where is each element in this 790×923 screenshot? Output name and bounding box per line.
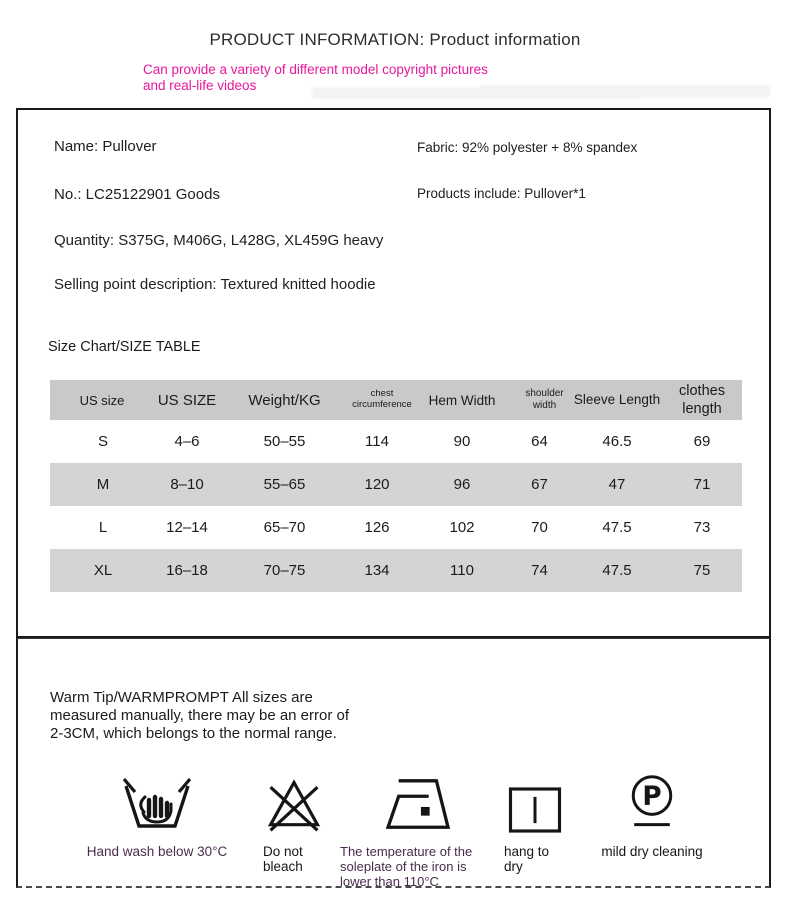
size-row-s (50, 420, 742, 463)
size-chart-heading: Size Chart/SIZE TABLE (48, 339, 201, 355)
warm-tip-line-2: measured manually, there may be an error of (50, 707, 350, 724)
size-row-m (50, 463, 742, 506)
product-number: No.: LC25122901 Goods (54, 186, 220, 203)
size-row-xl (50, 549, 742, 592)
product-quantity: Quantity: S375G, M406G, L428G, XL459G heavy (54, 232, 384, 249)
cell-value: 96 (453, 476, 471, 493)
do-not-bleach-icon (264, 761, 324, 835)
warm-tip-text (50, 689, 349, 743)
hang-to-dry-icon (507, 761, 563, 835)
cell-value: 90 (453, 433, 471, 450)
size-table (50, 380, 742, 592)
care-item-iron-low (339, 761, 499, 889)
col-header-clothes-length: clothes length (679, 382, 725, 417)
iron-low-temp-icon (384, 761, 454, 835)
col-header-chest: chest circumference (352, 388, 412, 410)
col-header-weight: Weight/KG (248, 391, 321, 409)
cell-value: 65–70 (263, 519, 306, 536)
promo-line-1: Can provide a variety of different model copyright pictures (143, 62, 488, 77)
promo-line-2: and real-life videos (143, 78, 257, 93)
warm-tip-line-1: Warm Tip/WARMPROMPT All sizes are (50, 689, 313, 706)
col-header-hem-width: Hem Width (428, 392, 496, 408)
page-title: PRODUCT INFORMATION: Product information (209, 30, 581, 49)
col-header-shoulder-width: shoulder width (525, 388, 564, 411)
cell-value: 47.5 (602, 519, 632, 536)
product-name: Name: Pullover (54, 138, 157, 155)
care-item-do-not-bleach (249, 761, 339, 874)
size-row-l (50, 506, 742, 549)
cell-value: 75 (693, 562, 711, 579)
cell-value: 114 (365, 433, 389, 450)
faint-ghost-text (480, 85, 770, 98)
cell-size: XL (93, 562, 113, 579)
care-label: mild dry cleaning (601, 844, 703, 859)
col-header-us-size: US size (79, 392, 125, 408)
care-item-dry-clean (582, 761, 722, 859)
product-fabric: Fabric: 92% polyester + 8% spandex (417, 140, 638, 155)
cell-value: 4–6 (174, 433, 200, 450)
cell-value: 64 (531, 433, 548, 450)
product-details-panel (16, 108, 771, 638)
cell-value: 46.5 (602, 433, 632, 450)
cell-value: 12–14 (166, 519, 208, 536)
cell-value: 71 (693, 476, 711, 493)
cell-value: 70–75 (263, 562, 306, 579)
care-label: The temperature of the soleplate of the iron is lower than 110°C (340, 844, 473, 889)
care-label: Hand wash below 30°C (86, 844, 228, 859)
care-instructions-panel (16, 638, 771, 888)
size-table-header-row (50, 380, 742, 420)
cell-value: 134 (364, 562, 390, 579)
cell-size: S (97, 433, 108, 450)
product-selling-point: Selling point description: Textured knitted hoodie (54, 276, 376, 293)
col-header-sleeve-length: Sleeve Length (573, 391, 661, 407)
cell-size: L (98, 519, 108, 536)
cell-size: M (96, 476, 110, 493)
cell-value: 102 (449, 519, 475, 536)
care-item-hand-wash (62, 761, 252, 859)
svg-text:P: P (642, 781, 662, 812)
cell-value: 47.5 (602, 562, 632, 579)
col-header-us-size-caps: US SIZE (157, 391, 217, 409)
cell-value: 110 (450, 562, 474, 579)
care-label: Do not bleach (263, 844, 303, 874)
cell-value: 67 (531, 476, 548, 493)
cell-value: 120 (364, 476, 390, 493)
product-includes: Products include: Pullover*1 (417, 186, 586, 201)
cell-value: 126 (364, 519, 390, 536)
cell-value: 73 (693, 519, 711, 536)
care-label: hang to dry (504, 844, 550, 874)
cell-value: 50–55 (263, 433, 306, 450)
care-item-hang-dry (499, 761, 571, 874)
cell-value: 47 (608, 476, 626, 493)
hand-wash-icon (123, 761, 191, 835)
cell-value: 55–65 (263, 476, 306, 493)
dry-clean-p-icon (622, 761, 682, 835)
cell-value: 70 (531, 519, 548, 536)
cell-value: 8–10 (170, 476, 204, 493)
cell-value: 16–18 (166, 562, 208, 579)
cell-value: 69 (693, 433, 711, 450)
warm-tip-line-3: 2-3CM, which belongs to the normal range. (50, 725, 337, 742)
cell-value: 74 (531, 562, 548, 579)
